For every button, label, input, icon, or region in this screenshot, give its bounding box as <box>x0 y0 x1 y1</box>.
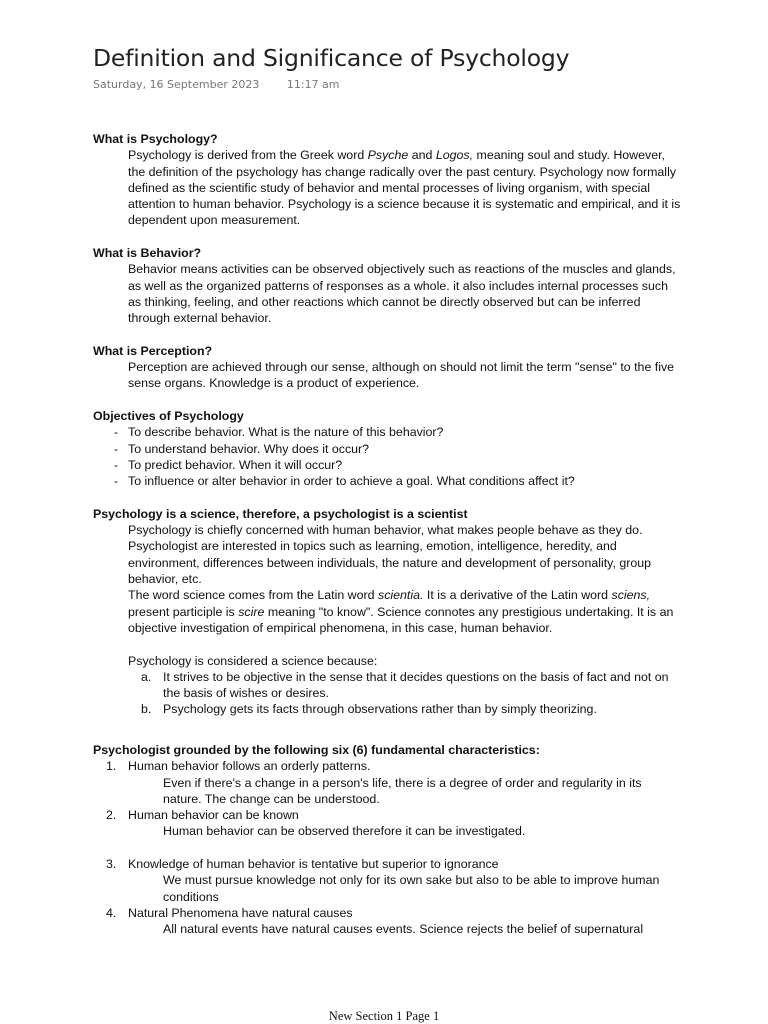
list-marker: b. <box>141 702 152 717</box>
paragraph-psychology <box>128 147 683 228</box>
paragraph-science-2 <box>128 587 683 636</box>
list-item-detail <box>93 872 683 905</box>
paragraph-science-because: Psychology is considered a science because: <box>128 653 378 668</box>
page-footer: New Section 1 Page 1 <box>328 1009 440 1023</box>
list-item-detail <box>93 921 683 937</box>
list-item-text: Psychology gets its facts through observations rather than by simply theorizing. <box>163 702 597 717</box>
text-run: Psychology is derived from the Greek word <box>128 148 368 163</box>
heading-perception: What is Perception? <box>93 343 213 358</box>
detail-text: We must pursue knowledge not only for its own sake but also to be able to improve human conditions <box>163 873 660 904</box>
list-item: - To understand behavior. Why does it occur? <box>93 441 683 457</box>
heading-characteristics: Psychologist grounded by the following six (6) fundamental characteristics: <box>93 742 540 757</box>
list-item <box>93 856 683 872</box>
term-sciens: sciens, <box>611 588 651 603</box>
term-scire: scire <box>238 604 265 619</box>
text-run: It is a derivative of the Latin word <box>423 588 612 603</box>
list-item-detail <box>93 775 683 808</box>
paragraph-science-1: Psychology is chiefly concerned with human behavior, what makes people behave as they do. Psychologist are interested in topics such as learning, emotion, intelligence, heredity, and environment, differences between individuals, the nature and development of personality, group behavior, etc. <box>128 523 652 587</box>
heading-objectives: Objectives of Psychology <box>93 409 244 424</box>
list-marker: 2. <box>106 808 117 823</box>
text-run: and <box>408 148 436 163</box>
heading-science: Psychology is a science, therefore, a psychologist is a scientist <box>93 506 468 521</box>
list-item <box>128 669 683 702</box>
detail-text: Even if there's a change in a person's life, there is a degree of order and regularity in its nature. The change can be understood. <box>163 775 642 806</box>
heading-psychology: What is Psychology? <box>93 132 218 146</box>
list-marker: 1. <box>106 759 117 774</box>
page-dateline <box>93 78 340 91</box>
text-run: meaning soul and study. However, the definition of the psychology has change radically over the past century. Psychology now formally defined as the scientific study of behavior and mental processes of living organism, with special attention to human behavior. Psychology is a science because it is systematic and empirical, and it is dependent upon measurement. <box>128 148 681 228</box>
list-item <box>93 905 683 921</box>
list-item <box>93 807 683 823</box>
list-item <box>93 758 683 774</box>
list-marker: 4. <box>106 905 117 920</box>
list-item <box>128 701 683 717</box>
note-content[interactable] <box>93 131 683 938</box>
list-item-title: Natural Phenomena have natural causes <box>128 905 353 920</box>
term-logos: Logos, <box>435 148 474 163</box>
heading-behavior: What is Behavior? <box>93 246 202 261</box>
text-run: The word science comes from the Latin word <box>128 588 378 603</box>
term-psyche: Psyche <box>367 148 409 163</box>
paragraph-behavior: Behavior means activities can be observed objectively such as reactions of the muscles and glands, as well as the organized patterns of responses as a whole. it also includes internal processes such as thinking, feeling, and other reactions which cannot be directly observed but can be inferred through external behavior. <box>128 262 676 326</box>
list-item-detail <box>93 823 683 839</box>
page-time: 11:17 am <box>286 78 340 91</box>
list-item-text: It strives to be objective in the sense that it decides questions on the basis of fact and not on the basis of wishes or desires. <box>163 669 669 701</box>
page-date: Saturday, 16 September 2023 <box>93 78 260 91</box>
text-run: present participle is <box>128 604 239 619</box>
characteristics-list <box>93 758 683 937</box>
objectives-list <box>93 424 683 489</box>
reasons-list <box>93 669 683 718</box>
list-marker: a. <box>141 669 152 684</box>
list-item: - To influence or alter behavior in order to achieve a goal. What conditions affect it? <box>93 473 683 489</box>
list-item-title: Human behavior can be known <box>128 808 299 823</box>
list-item: - To describe behavior. What is the nature of this behavior? <box>93 424 683 440</box>
paragraph-perception: Perception are achieved through our sense, although on should not limit the term "sense" to the five sense organs. Knowledge is a product of experience. <box>128 360 675 391</box>
list-marker: 3. <box>106 857 117 872</box>
list-item: - To predict behavior. When it will occur? <box>93 457 683 473</box>
text-run: meaning "to know". Science connotes any prestigious undertaking. It is an objective investigation of empirical phenomena, in this case, human behavior. <box>128 604 674 635</box>
list-item-title: Knowledge of human behavior is tentative but superior to ignorance <box>128 857 499 872</box>
spacer <box>93 840 683 856</box>
list-item-title: Human behavior follows an orderly patterns. <box>128 759 371 774</box>
term-scientia: scientia. <box>378 588 424 603</box>
detail-text: All natural events have natural causes events. Science rejects the belief of supernatural <box>163 922 644 937</box>
detail-text: Human behavior can be observed therefore it can be investigated. <box>163 824 526 839</box>
page-title[interactable]: Definition and Significance of Psychology <box>93 44 570 72</box>
